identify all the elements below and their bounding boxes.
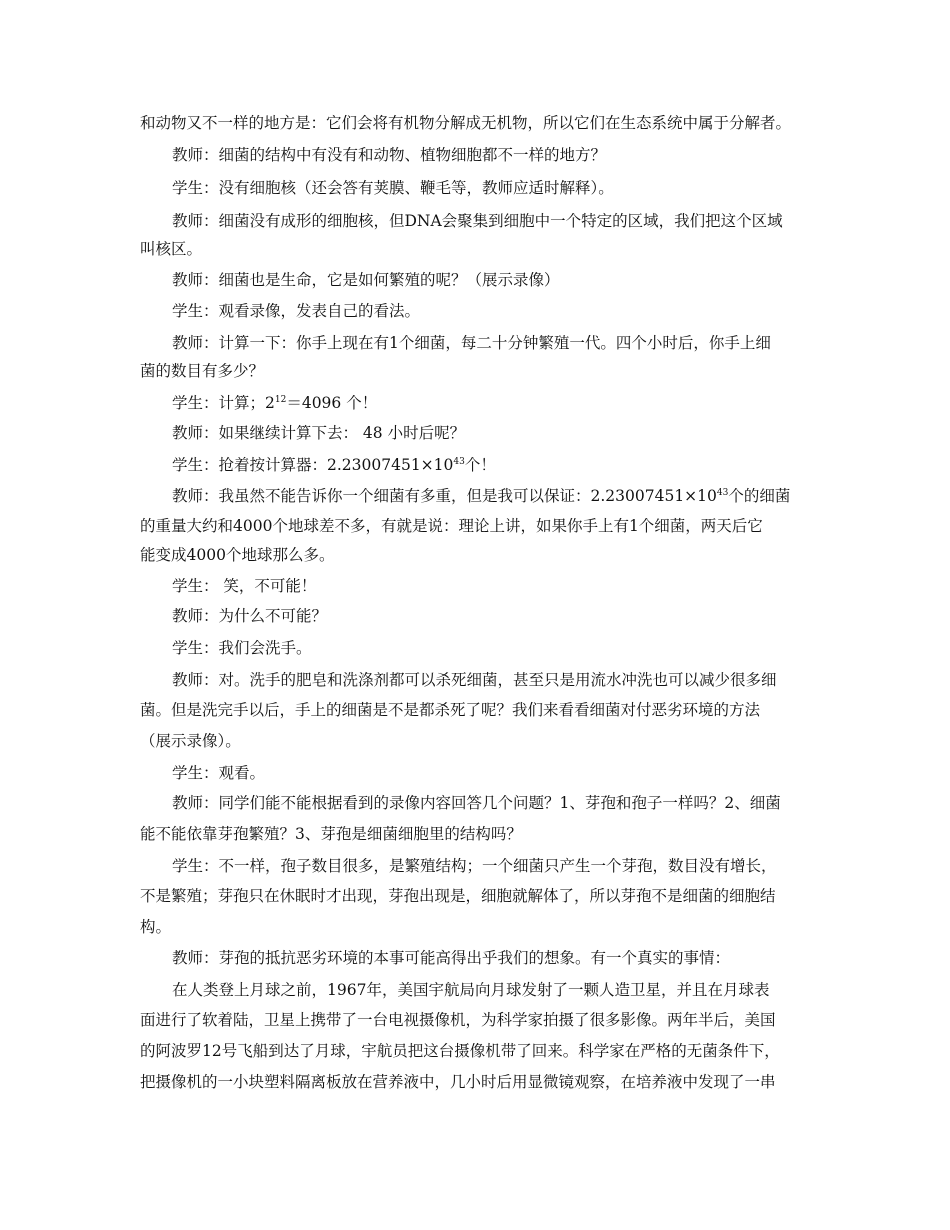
text-line: 学生：不一样，孢子数目很多，是繁殖结构；一个细菌只产生一个芽孢，数目没有增长， [172, 857, 777, 875]
text-line: 教师：细菌也是生命，它是如何繁殖的呢？（展示录像） [172, 271, 560, 289]
text-line: 教师：细菌没有成形的细胞核，但DNA会聚集到细胞中一个特定的区域，我们把这个区域 [172, 212, 783, 230]
text-line: 教师：对。洗手的肥皂和洗涤剂都可以杀死细菌，甚至只是用流水冲洗也可以减少很多细 [172, 671, 777, 689]
text-line: 菌。但是洗完手以后，手上的细菌是不是都杀死了呢？我们来看看细菌对付恶劣环境的方法 [140, 701, 761, 719]
text-line: 菌的数目有多少？ [140, 362, 265, 380]
exponent: 12 [274, 395, 287, 405]
text-line: 教师：为什么不可能？ [172, 607, 328, 625]
text-line: 学生：我们会洗手。 [172, 639, 312, 657]
text-line: 教师：如果继续计算下去： 48 小时后呢？ [172, 424, 466, 442]
text-line: 学生：没有细胞核（还会答有荚膜、鞭毛等，教师应适时解释）。 [172, 179, 614, 197]
text-line: （展示录像）。 [140, 732, 241, 750]
text-line-formula: 教师：我虽然不能告诉你一个细菌有多重，但是我可以保证：$2.23007451\times 10^{43}$个的细菌 [172, 487, 791, 505]
exponent: 43 [716, 488, 729, 498]
text-line: 学生：观看。 [172, 764, 266, 782]
exponent: 43 [453, 457, 465, 467]
text-line: 把摄像机的一小块塑料隔离板放在营养液中，几小时后用显微镜观察，在培养液中发现了一串 [140, 1073, 776, 1091]
text-line: 构。 [140, 918, 172, 936]
text-line: 在人类登上月球之前，1967年，美国宇航局向月球发射了一颗人造卫星，并且在月球表 [172, 981, 770, 999]
text-line: 和动物又不一样的地方是：它们会将有机物分解成无机物，所以它们在生态系统中属于分解者。 [140, 114, 792, 132]
text-line: 面进行了软着陆，卫星上携带了一台电视摄像机，为科学家拍摄了很多影像。两年半后，美国 [140, 1011, 776, 1029]
text-line: 能不能依靠芽孢繁殖？3、芽孢是细菌细胞里的结构吗？ [140, 825, 522, 843]
text-line: 教师：细菌的结构中有没有和动物、植物细胞都不一样的地方？ [172, 146, 607, 164]
text-line: 教师：同学们能不能根据看到的录像内容回答几个问题？1、芽孢和孢子一样吗？2、细菌 [172, 794, 781, 812]
text-line: 叫核区。 [140, 240, 203, 258]
text-line-formula: 学生：计算；$2^{12}=4096$ 个！ [172, 394, 378, 412]
text-line: 的重量大约和4000个地球差不多，有就是说：理论上讲，如果你手上有1个细菌，两天后它 [140, 517, 763, 535]
text-line: 的阿波罗12号飞船到达了月球，宇航员把这台摄像机带了回来。科学家在严格的无菌条件下， [140, 1042, 780, 1060]
text-line: 教师：芽孢的抵抗恶劣环境的本事可能高得出乎我们的想象。有一个真实的事情： [172, 949, 731, 967]
text-line-formula: 学生：抢着按计算器：$2.23007451\times 10^{43}$个！ [172, 456, 496, 474]
text-line: 能变成4000个地球那么多。 [140, 546, 335, 564]
text-line: 不是繁殖；芽孢只在休眠时才出现，芽孢出现是，细胞就解体了，所以芽孢不是细菌的细胞结 [140, 887, 776, 905]
text-line: 学生：观看录像，发表自己的看法。 [172, 302, 421, 320]
text-line: 教师：计算一下：你手上现在有1个细菌，每二十分钟繁殖一代。四个小时后，你手上细 [172, 334, 771, 352]
text-line: 学生： 笑，不可能！ [172, 577, 317, 595]
